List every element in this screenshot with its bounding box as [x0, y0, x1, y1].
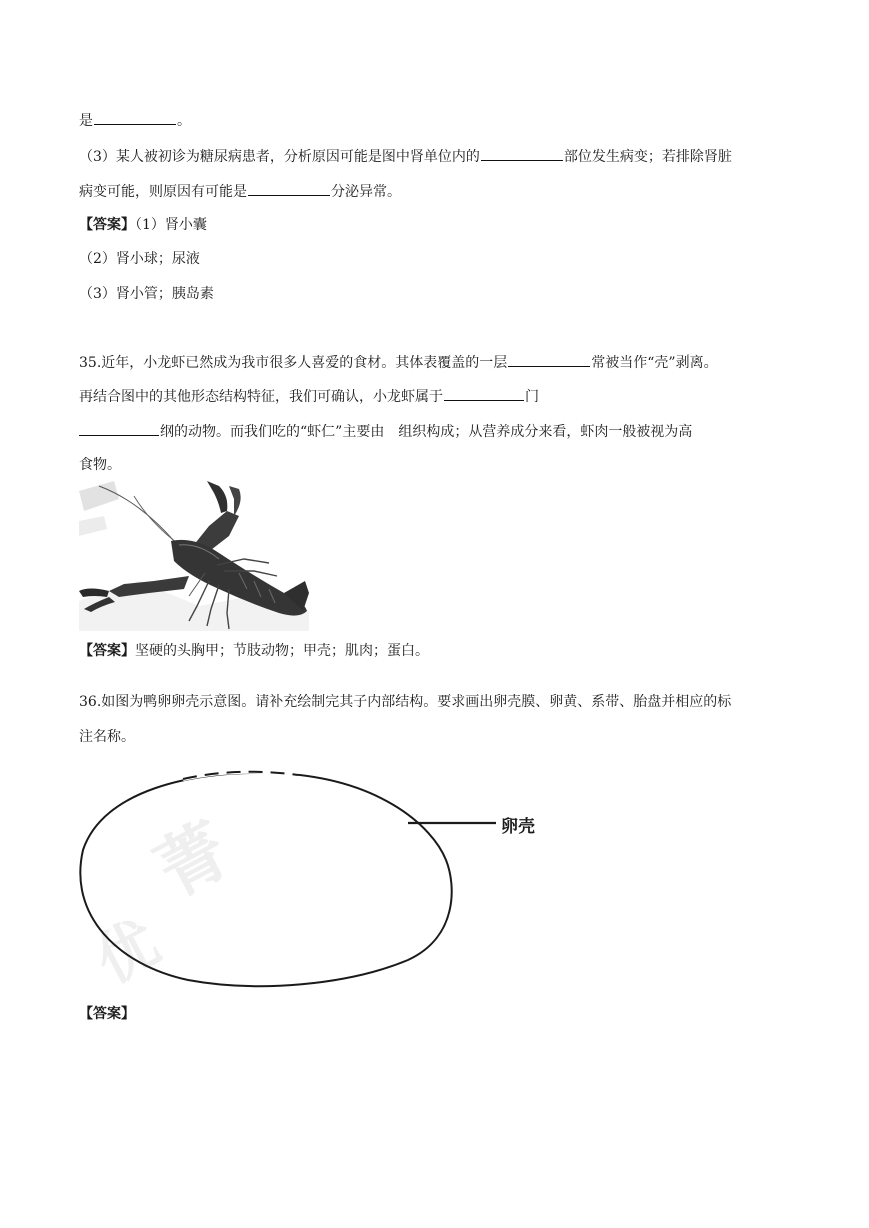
- q35-line1-prefix: 35.近年，小龙虾已然成为我市很多人喜爱的食材。其体表覆盖的一层: [79, 355, 508, 371]
- q34-line3-suffix: 分泌异常。: [331, 184, 401, 200]
- watermark: 菁: [142, 807, 243, 913]
- answer-blank: [481, 146, 563, 161]
- q35-answer-row: [79, 641, 429, 661]
- egg-shell-label: 卵壳: [501, 817, 535, 837]
- watermark: 优: [84, 907, 171, 998]
- q34-answer-row-3: [79, 284, 214, 304]
- answer-blank: [248, 181, 330, 196]
- q36-answer-row: [79, 1004, 135, 1024]
- q36-line2-text: 注名称。: [79, 729, 135, 745]
- q34-answer-row-1: [79, 215, 207, 235]
- q34-answer-row-2: [79, 249, 200, 269]
- q35-answer-text: 坚硬的头胸甲；节肢动物；甲壳；肌肉；蛋白。: [135, 643, 429, 659]
- q35-line2: [79, 386, 539, 407]
- q35-line4: [79, 455, 121, 475]
- egg-shell-outline: [78, 765, 558, 995]
- q36-line2: [79, 727, 135, 747]
- q35-line2-prefix: 再结合图中的其他形态结构特征，我们可确认，小龙虾属于: [79, 389, 443, 405]
- q34-line2: [79, 146, 732, 167]
- q34-line3-prefix: 病变可能，则原因有可能是: [79, 184, 247, 200]
- q34-line1-suffix: 。: [177, 113, 191, 129]
- q35-line3-suffix: 纲的动物。而我们吃的“虾仁”主要由 组织构成；从营养成分来看，虾肉一般被视为高: [160, 424, 693, 440]
- q34-line2-suffix: 部位发生病变；若排除肾脏: [563, 149, 732, 165]
- answer-label: 【答案】: [79, 643, 135, 659]
- q34-answer-3: （3）肾小管；胰岛素: [79, 286, 214, 302]
- q34-line2-prefix: （3）某人被初诊为糖尿病患者，分析原因可能是图中肾单位内的: [79, 149, 480, 165]
- answer-label: 【答案】: [79, 1006, 135, 1022]
- q35-line3: [79, 421, 692, 442]
- q36-line1-text: 36.如图为鸭卵卵壳示意图。请补充绘制完其子内部结构。要求画出卵壳膜、卵黄、系带、胎盘并相应的标: [79, 694, 732, 710]
- answer-blank: [94, 110, 176, 125]
- q34-answer-2: （2）肾小球；尿液: [79, 251, 200, 267]
- q34-answer-1: （1）肾小囊: [135, 217, 207, 233]
- q35-line2-suffix: 门: [525, 389, 539, 405]
- answer-blank: [79, 421, 159, 436]
- answer-blank: [508, 352, 590, 367]
- q35-line4-text: 食物。: [79, 457, 121, 473]
- q34-line3: [79, 181, 401, 202]
- q35-line1-suffix: 常被当作“壳”剥离。: [591, 355, 718, 371]
- q36-line1: [79, 692, 731, 712]
- crayfish-image: [79, 481, 309, 631]
- answer-blank: [444, 386, 524, 401]
- answer-label: 【答案】: [79, 217, 135, 233]
- q34-line1: [79, 110, 191, 131]
- q35-line1: [79, 352, 718, 373]
- q34-line1-prefix: 是: [79, 113, 93, 129]
- egg-shell-diagram: [78, 765, 558, 995]
